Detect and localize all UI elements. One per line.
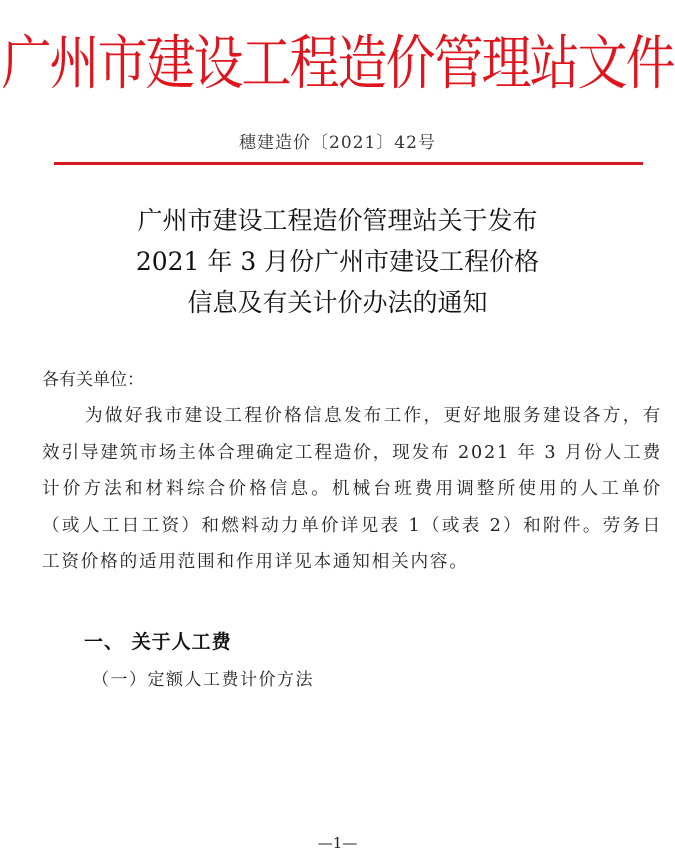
notice-title <box>0 200 675 323</box>
document-number: 穗建造价〔2021〕42号 <box>239 133 436 153</box>
salutation: 各有关单位： <box>42 370 144 390</box>
subsection-heading: （一）定额人工费计价方法 <box>92 670 314 690</box>
page-number: —1— <box>317 834 358 852</box>
notice-title-line-3: 信息及有关计价办法的通知 <box>187 288 488 317</box>
section-heading: 一、 关于人工费 <box>84 631 232 653</box>
red-divider-rule <box>54 162 643 165</box>
body-paragraph: 为做好我市建设工程价格信息发布工作，更好地服务建设各方，有效引导建筑市场主体合理确定工程造价，现发布 2021 年 3 月份人工费计价方法和材料综合价格信息。机械台班费用调整所使用的人工单价（或人工日工资）和燃料动力单价详见表 1（或表 2）和附件。劳务日工资价格的适用范围和作用详见本通知相关内容。 <box>42 406 662 572</box>
notice-title-line-1: 广州市建设工程造价管理站关于发布 <box>137 206 538 235</box>
notice-title-line-2: 2021 年 3 月份广州市建设工程价格 <box>135 247 540 276</box>
issuer-title: 广州市建设工程造价管理站文件 <box>1 29 674 98</box>
